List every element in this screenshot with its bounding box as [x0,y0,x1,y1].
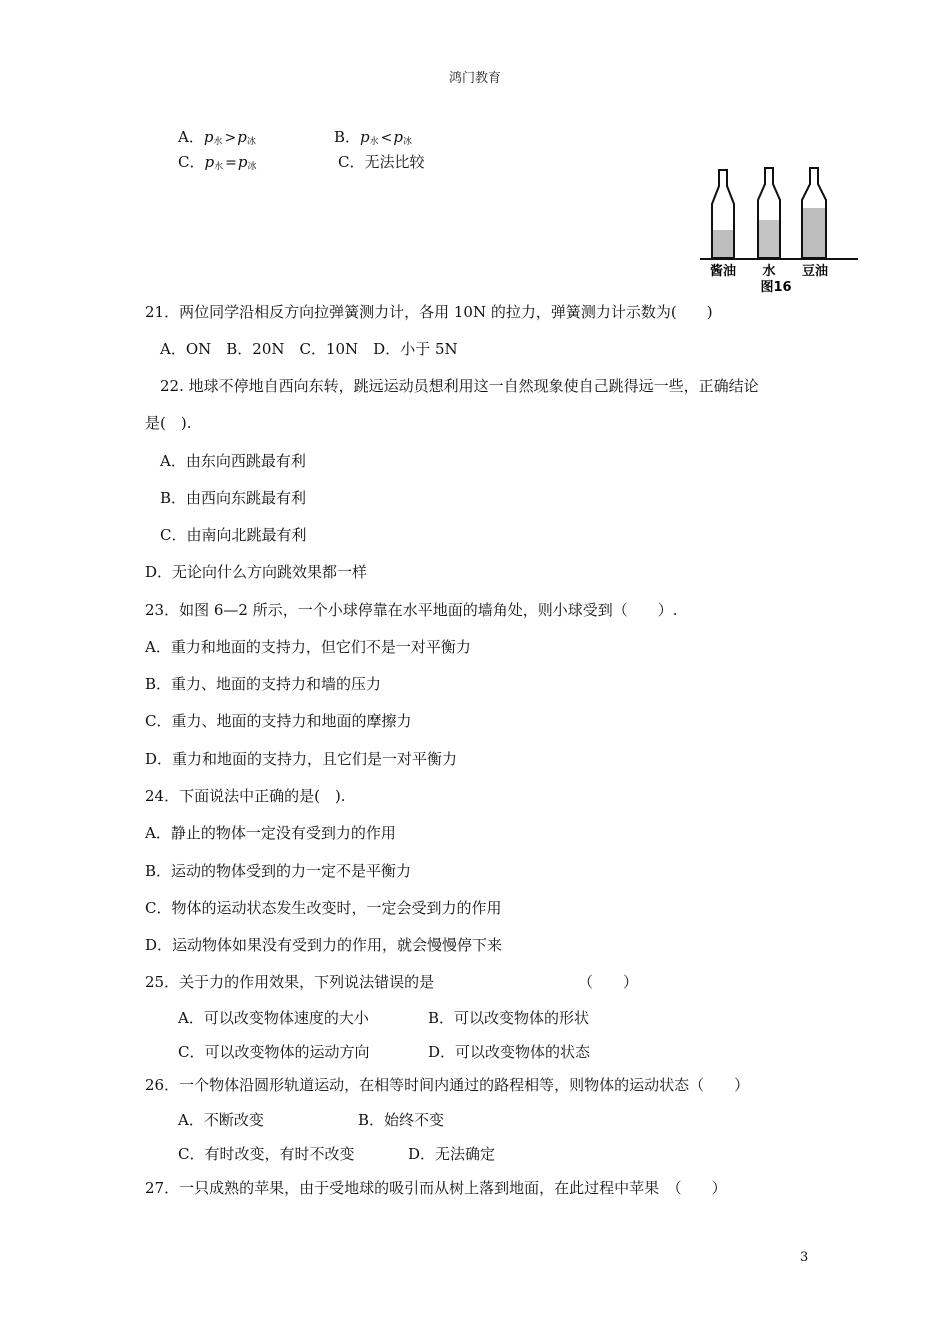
q22-stem: 22. 地球不停地自西向东转，跳远运动员想利用这一自然现象使自己跳得远一些，正确结论 [160,377,759,395]
q23-stem: 23．如图 6—2 所示，一个小球停靠在水平地面的墙角处，则小球受到（ ）. [145,601,678,619]
rho-symbol: p [237,128,247,146]
q25-stem: 25．关于力的作用效果，下列说法错误的是 [145,973,435,991]
option-label: B． [334,128,361,146]
q23-option-b: B．重力、地面的支持力和墙的压力 [145,675,382,693]
q21-stem: 21．两位同学沿相反方向拉弹簧测力计，各用 10N 的拉力，弹簧测力计示数为( ) [145,303,713,321]
operator: < [380,130,393,146]
q23-option-a: A．重力和地面的支持力，但它们不是一对平衡力 [145,638,471,656]
option-label: A． [178,128,204,146]
subscript: 冰 [246,137,256,147]
rho-symbol: p [203,128,214,146]
q25-option-b: B．可以改变物体的形状 [428,1009,590,1027]
option-label: C． [338,153,365,171]
subscript: 水 [369,137,379,147]
q26-option-c: C．有时改变，有时不改变 [178,1145,355,1163]
option-label: C． [178,153,205,171]
subscript: 冰 [403,137,413,147]
bottle-water [758,168,780,258]
subscript: 水 [213,137,223,147]
page-number: 3 [800,1250,809,1265]
liquid-water [758,220,780,258]
q24-option-c: C．物体的运动状态发生改变时，一定会受到力的作用 [145,899,502,917]
q22-option-d: D．无论向什么方向跳效果都一样 [145,563,368,581]
q22-option-c: C．由南向北跳最有利 [160,526,307,544]
q24-option-a: A．静止的物体一定没有受到力的作用 [145,824,396,842]
rho-symbol: p [393,128,403,146]
label-soybean-oil: 豆油 [801,264,829,279]
q26-option-d: D．无法确定 [408,1145,496,1163]
q23-option-c: C．重力、地面的支持力和地面的摩擦力 [145,712,412,730]
rho-symbol: p [237,153,248,171]
q20-option-a [178,127,257,152]
liquid-soybean-oil [802,208,826,258]
q22-option-b: B．由西向东跳最有利 [160,489,307,507]
q25-option-d: D．可以改变物体的状态 [428,1043,591,1061]
page-header: 鸿门教育 [448,71,501,86]
q20-option-d [338,152,425,172]
subscript: 冰 [247,162,257,172]
q26-option-b: B．始终不变 [358,1111,445,1129]
q24-option-b: B．运动的物体受到的力一定不是平衡力 [145,862,412,880]
label-soy-sauce: 酱油 [709,264,737,279]
option-text: 无法比较 [364,153,425,171]
q20-option-b [334,127,413,152]
q27-stem: 27．一只成熟的苹果，由于受地球的吸引而从树上落到地面，在此过程中苹果 （ ） [145,1179,727,1197]
rho-symbol: p [204,153,215,171]
label-water: 水 [762,264,776,279]
operator: = [225,155,237,171]
q26-option-a: A．不断改变 [178,1111,264,1129]
q25-option-c: C．可以改变物体的运动方向 [178,1043,370,1061]
operator: > [224,130,237,146]
q21-options: A．ON B．20N C．10N D．小于 5N [160,340,458,358]
q23-option-d: D．重力和地面的支持力，且它们是一对平衡力 [145,750,458,768]
q24-stem: 24．下面说法中正确的是( ). [145,787,346,805]
figure-caption: 图16 [760,280,792,295]
figure-16-bottles [694,160,864,295]
q22-stem-cont: 是( ). [145,414,192,432]
q25-option-a: A．可以改变物体速度的大小 [178,1009,369,1027]
q24-option-d: D．运动物体如果没有受到力的作用，就会慢慢停下来 [145,936,503,954]
q25-answer-paren: （ ） [578,973,639,991]
q22-option-a: A．由东向西跳最有利 [160,452,306,470]
q20-option-c [178,152,257,177]
bottle-soy-sauce [712,170,734,258]
bottle-soybean-oil [802,168,826,258]
subscript: 水 [214,162,224,172]
q26-stem: 26．一个物体沿圆形轨道运动，在相等时间内通过的路程相等，则物体的运动状态（ ） [145,1076,750,1094]
liquid-soy-sauce [712,230,734,258]
rho-symbol: p [360,128,370,146]
